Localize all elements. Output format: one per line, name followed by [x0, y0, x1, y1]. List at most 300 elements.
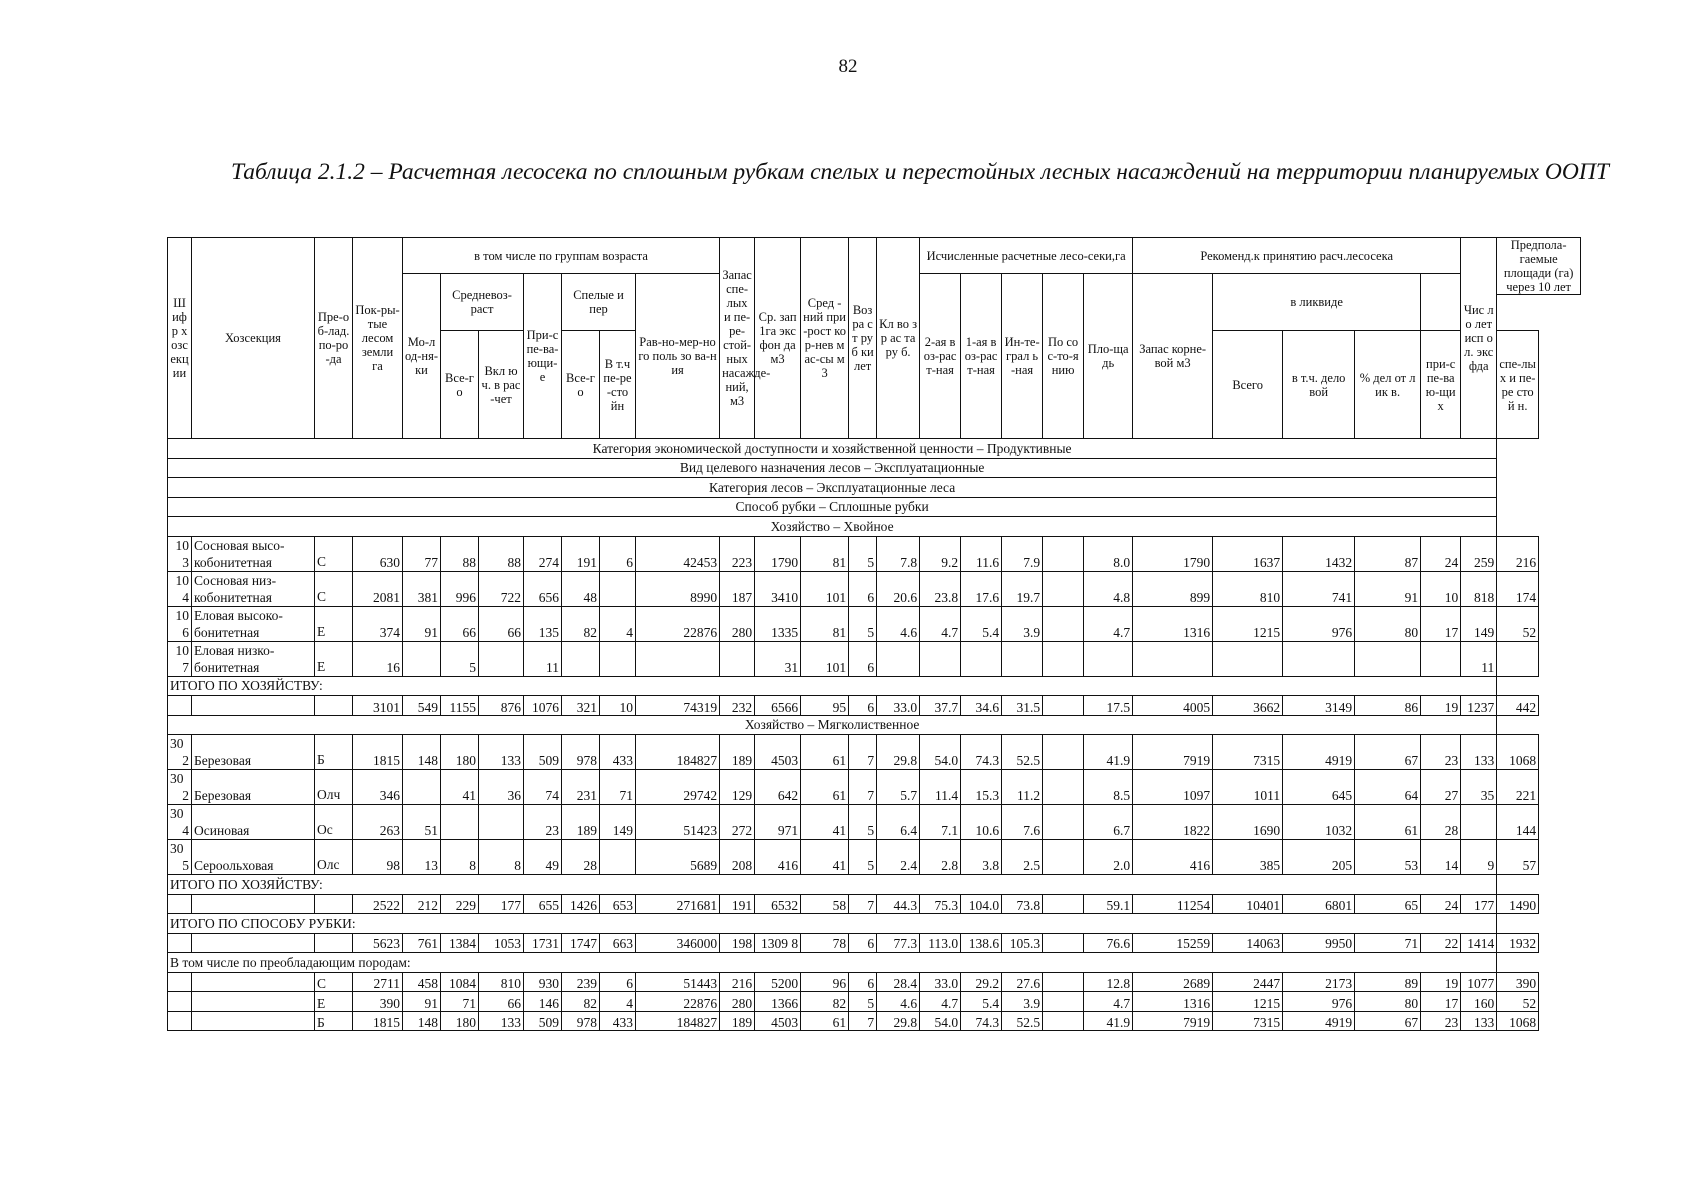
cell-value: 1790	[1133, 536, 1213, 571]
cell-value: 29.8	[877, 1011, 920, 1031]
cell-value: 24	[1421, 894, 1461, 914]
cell-value: 208	[720, 840, 755, 875]
header-c1: Рав-но-мер-ного поль зо ва-ния	[636, 274, 720, 439]
section-s5-text: Хозяйство – Хвойное	[168, 517, 1497, 537]
cell-value: 978	[562, 735, 600, 770]
cell-value: 1490	[1497, 894, 1539, 914]
cell-value: 19	[1421, 972, 1461, 992]
cell-value: 3101	[353, 696, 403, 716]
cell-shifr: 30 2	[168, 770, 192, 805]
cell-value: 81	[801, 536, 849, 571]
cell-value: 216	[720, 972, 755, 992]
cell-empty	[168, 696, 192, 716]
cell-value: 14063	[1213, 933, 1283, 953]
cell-value	[403, 641, 441, 676]
cell-value: 80	[1355, 992, 1421, 1012]
cell-value: 6	[600, 972, 636, 992]
cell-value: 3662	[1213, 696, 1283, 716]
table-caption: Таблица 2.1.2 – Расчетная лесосека по сплошным рубкам спелых и перестойных лесных насаждений на территории планируемых ООПТ	[231, 159, 1609, 185]
cell-value: 1316	[1133, 606, 1213, 641]
cell-value: 6801	[1283, 894, 1355, 914]
cell-value: 1366	[755, 992, 801, 1012]
cell-value: 8990	[636, 571, 720, 606]
cell-value: 129	[720, 770, 755, 805]
cell-value: 4.7	[1084, 606, 1133, 641]
cell-value: 133	[1461, 1011, 1497, 1031]
cell-value: 271681	[636, 894, 720, 914]
cell-value: 978	[562, 1011, 600, 1031]
cell-value: 91	[403, 992, 441, 1012]
cell-value: 54.0	[920, 1011, 961, 1031]
cell-value: 4919	[1283, 735, 1355, 770]
cell-value: 976	[1283, 606, 1355, 641]
cell-value: 1414	[1461, 933, 1497, 953]
cell-value: 3410	[755, 571, 801, 606]
cell-value: 321	[562, 696, 600, 716]
cell-value	[600, 840, 636, 875]
cell-hozsekcia: Березовая	[192, 735, 315, 770]
table-row	[168, 641, 1581, 676]
cell-value: 6	[849, 641, 877, 676]
cell-value: 64	[1355, 770, 1421, 805]
table-row	[168, 805, 1581, 840]
cell-value: 189	[720, 1011, 755, 1031]
cell-value: 663	[600, 933, 636, 953]
cell-value: 34.6	[961, 696, 1002, 716]
cell-value: 7	[849, 894, 877, 914]
cell-value: 5.7	[877, 770, 920, 805]
cell-value: 28	[1421, 805, 1461, 840]
cell-value: 5	[849, 536, 877, 571]
cell-value: 6566	[755, 696, 801, 716]
cell-value: 67	[1355, 735, 1421, 770]
cell-value: 509	[524, 1011, 562, 1031]
cell-value: 33.0	[920, 972, 961, 992]
cell-value: 22	[1421, 933, 1461, 953]
cell-value: 6532	[755, 894, 801, 914]
cell-value: 89	[1355, 972, 1421, 992]
cell-value: 433	[600, 735, 636, 770]
cell-value: 36	[479, 770, 524, 805]
cell-value: 223	[720, 536, 755, 571]
section-s1	[168, 439, 1581, 459]
cell-value: 280	[720, 992, 755, 1012]
cell-poroda: Б	[315, 1011, 353, 1031]
cell-value: 58	[801, 894, 849, 914]
cell-value: 10401	[1213, 894, 1283, 914]
cell-value: 9	[1461, 840, 1497, 875]
cell-hozsekcia: Сосновая низ- кобонитетная	[192, 571, 315, 606]
cell-value	[1421, 641, 1461, 676]
cell-value: 148	[403, 1011, 441, 1031]
cell-empty	[192, 972, 315, 992]
cell-value: 4503	[755, 1011, 801, 1031]
cell-value: 2.5	[1002, 840, 1043, 875]
cell-value	[1043, 933, 1084, 953]
cell-value: 1815	[353, 1011, 403, 1031]
cell-value: 458	[403, 972, 441, 992]
cell-value: 1316	[1133, 992, 1213, 1012]
cell-value: 4005	[1133, 696, 1213, 716]
section-s1-text: Категория экономической доступности и хозяйственной ценности – Продуктивные	[168, 439, 1497, 459]
cell-value: 177	[1461, 894, 1497, 914]
cell-value: 229	[441, 894, 479, 914]
cell-value: 19	[1421, 696, 1461, 716]
cell-empty	[168, 894, 192, 914]
cell-value: 187	[720, 571, 755, 606]
page-number: 82	[838, 56, 858, 77]
cell-value: 899	[1133, 571, 1213, 606]
cell-value	[1043, 696, 1084, 716]
cell-value: 77.3	[877, 933, 920, 953]
cell-value: 263	[353, 805, 403, 840]
cell-value	[877, 641, 920, 676]
table-row	[168, 840, 1581, 875]
cell-hozsekcia: Сероольховая	[192, 840, 315, 875]
cell-value: 1155	[441, 696, 479, 716]
header-r-area: Пло-щадь	[1084, 274, 1133, 439]
cell-value: 98	[353, 840, 403, 875]
header-c2: 2-ая воз-раст-ная	[920, 274, 961, 439]
cell-shifr: 10 3	[168, 536, 192, 571]
cell-value: 7919	[1133, 735, 1213, 770]
cell-value: 87	[1355, 536, 1421, 571]
cell-value: 971	[755, 805, 801, 840]
cell-value	[961, 641, 1002, 676]
cell-value: 239	[562, 972, 600, 992]
cell-value: 71	[1355, 933, 1421, 953]
cell-value: 1690	[1213, 805, 1283, 840]
cell-value: 71	[600, 770, 636, 805]
cell-value: 49	[524, 840, 562, 875]
section-s4-text: Способ рубки – Сплошные рубки	[168, 497, 1497, 517]
cell-value: 346	[353, 770, 403, 805]
cell-poroda: Е	[315, 992, 353, 1012]
cell-value	[479, 805, 524, 840]
header-poroda: Пре-об-лад. по-ро-да	[315, 238, 353, 439]
cell-value: 5.4	[961, 606, 1002, 641]
cell-value	[1355, 641, 1421, 676]
cell-value: 82	[562, 992, 600, 1012]
cell-empty	[192, 933, 315, 953]
cell-value: 20.6	[877, 571, 920, 606]
cell-poroda: Е	[315, 606, 353, 641]
cell-value: 1790	[755, 536, 801, 571]
header-middle-all: Все-го	[441, 331, 479, 439]
cell-value: 17	[1421, 992, 1461, 1012]
cell-value: 642	[755, 770, 801, 805]
cell-value: 374	[353, 606, 403, 641]
section-s3-text: Категория лесов – Эксплуатационные леса	[168, 478, 1497, 498]
species-row	[168, 1011, 1581, 1031]
cell-value: 1053	[479, 933, 524, 953]
cell-poroda: С	[315, 972, 353, 992]
cell-value: 722	[479, 571, 524, 606]
header-area: Пок-ры-тые лесом земли га	[353, 238, 403, 439]
cell-value: 177	[479, 894, 524, 914]
cell-value: 381	[403, 571, 441, 606]
cell-value: 146	[524, 992, 562, 1012]
cell-hozsekcia: Сосновая высо- кобонитетная	[192, 536, 315, 571]
cell-value: 6	[849, 571, 877, 606]
cell-value: 17	[1421, 606, 1461, 641]
cell-value: 996	[441, 571, 479, 606]
cell-value: 41.9	[1084, 1011, 1133, 1031]
cell-empty	[315, 894, 353, 914]
cell-value: 180	[441, 735, 479, 770]
cell-value: 41	[801, 840, 849, 875]
cell-value: 96	[801, 972, 849, 992]
cell-value: 66	[441, 606, 479, 641]
cell-value: 74.3	[961, 735, 1002, 770]
cell-value	[1461, 805, 1497, 840]
cell-value	[1497, 641, 1539, 676]
header-young: Мо-лод-ня-ки	[403, 274, 441, 439]
cell-value: 16	[353, 641, 403, 676]
cell-value	[562, 641, 600, 676]
cell-value: 2.0	[1084, 840, 1133, 875]
total-soft-label-text: ИТОГО ПО ХОЗЯЙСТВУ:	[168, 875, 1497, 895]
cell-value: 4.7	[920, 606, 961, 641]
cell-shifr: 10 4	[168, 571, 192, 606]
cell-value: 189	[562, 805, 600, 840]
cell-hozsekcia: Еловая высоко- бонитетная	[192, 606, 315, 641]
cell-empty	[168, 972, 192, 992]
header-avg-growth: Сред - ний при-рост кор-нев мас-сы м3	[801, 238, 849, 439]
cell-value: 976	[1283, 992, 1355, 1012]
header-hozsekcia: Хозсекция	[192, 238, 315, 439]
cell-value: 2081	[353, 571, 403, 606]
cell-value: 95	[801, 696, 849, 716]
cell-value	[1043, 805, 1084, 840]
cell-poroda: Б	[315, 735, 353, 770]
header-recommended: Рекоменд.к принятию расч.лесосека	[1133, 238, 1461, 274]
header-c4: Ин-те-грал ь-ная	[1002, 274, 1043, 439]
total-conif-label	[168, 676, 1581, 696]
cell-value: 416	[755, 840, 801, 875]
cell-value: 5.4	[961, 992, 1002, 1012]
section-s5	[168, 517, 1581, 537]
cell-value: 28.4	[877, 972, 920, 992]
cell-value: 5	[849, 840, 877, 875]
cell-value: 77	[403, 536, 441, 571]
header-avg-stock: Ср. зап 1га экс фон да м3	[755, 238, 801, 439]
section-s2-text: Вид целевого назначения лесов – Эксплуатационные	[168, 458, 1497, 478]
cell-value: 10	[600, 696, 636, 716]
cell-value: 180	[441, 1011, 479, 1031]
cell-value: 1077	[1461, 972, 1497, 992]
cell-value: 31.5	[1002, 696, 1043, 716]
cell-value: 385	[1213, 840, 1283, 875]
cell-value: 59.1	[1084, 894, 1133, 914]
cell-value: 19.7	[1002, 571, 1043, 606]
cell-value: 82	[562, 606, 600, 641]
cell-value: 73.8	[1002, 894, 1043, 914]
cell-value	[1283, 641, 1355, 676]
cell-value: 7.6	[1002, 805, 1043, 840]
cell-value: 930	[524, 972, 562, 992]
cell-value: 741	[1283, 571, 1355, 606]
forest-cut-table	[167, 237, 1581, 1031]
cell-value	[1043, 840, 1084, 875]
total-row	[168, 933, 1581, 953]
cell-value: 10	[1421, 571, 1461, 606]
cell-value: 2.4	[877, 840, 920, 875]
cell-value: 17.6	[961, 571, 1002, 606]
cell-poroda: Олч	[315, 770, 353, 805]
cell-value	[1213, 641, 1283, 676]
cell-value	[1084, 641, 1133, 676]
cell-value: 4.6	[877, 606, 920, 641]
cell-value: 1084	[441, 972, 479, 992]
cell-value: 23	[1421, 1011, 1461, 1031]
cell-value	[1043, 735, 1084, 770]
cell-value: 53	[1355, 840, 1421, 875]
cell-value: 23	[524, 805, 562, 840]
cell-hozsekcia: Осиновая	[192, 805, 315, 840]
by-species-label	[168, 953, 1581, 973]
cell-empty	[315, 696, 353, 716]
cell-value: 6.7	[1084, 805, 1133, 840]
cell-poroda: С	[315, 536, 353, 571]
section-s2	[168, 458, 1581, 478]
cell-value: 1432	[1283, 536, 1355, 571]
cell-value: 138.6	[961, 933, 1002, 953]
total-method-label	[168, 914, 1581, 934]
cell-value: 78	[801, 933, 849, 953]
cell-value: 5	[849, 992, 877, 1012]
cell-value: 390	[353, 992, 403, 1012]
cell-value: 74319	[636, 696, 720, 716]
cell-value	[1043, 992, 1084, 1012]
cell-value	[600, 571, 636, 606]
cell-value: 6	[600, 536, 636, 571]
cell-value: 7.1	[920, 805, 961, 840]
header-stock: Запас спе-лых и пе-ре- стой-ных насажде-ний, м3	[720, 238, 755, 439]
header-age-groups: в том числе по группам возраста	[403, 238, 720, 274]
cell-value: 346000	[636, 933, 720, 953]
header-r-all: Всего	[1213, 331, 1283, 439]
cell-value: 41	[441, 770, 479, 805]
cell-value: 149	[600, 805, 636, 840]
cell-value: 4.8	[1084, 571, 1133, 606]
total-soft-label	[168, 875, 1581, 895]
cell-value: 5200	[755, 972, 801, 992]
cell-value: 31	[755, 641, 801, 676]
cell-value: 11.6	[961, 536, 1002, 571]
cell-value: 3.9	[1002, 992, 1043, 1012]
header-r-stock: Запас корне-вой м3	[1133, 274, 1213, 439]
cell-value: 4	[600, 992, 636, 1012]
cell-value: 27.6	[1002, 972, 1043, 992]
header-middle: Средневоз-раст	[441, 274, 524, 331]
cell-value: 818	[1461, 571, 1497, 606]
cell-value: 1011	[1213, 770, 1283, 805]
cell-value: 761	[403, 933, 441, 953]
cell-value: 51	[403, 805, 441, 840]
cell-value: 1076	[524, 696, 562, 716]
cell-value: 6.4	[877, 805, 920, 840]
cell-value: 13	[403, 840, 441, 875]
cell-value: 35	[1461, 770, 1497, 805]
cell-value: 433	[600, 1011, 636, 1031]
cell-value: 11254	[1133, 894, 1213, 914]
cell-value: 91	[1355, 571, 1421, 606]
cell-value: 6	[849, 933, 877, 953]
header-c3: 1-ая воз-раст-ная	[961, 274, 1002, 439]
cell-value: 80	[1355, 606, 1421, 641]
cell-empty	[192, 992, 315, 1012]
cell-value: 4.6	[877, 992, 920, 1012]
cell-value: 5689	[636, 840, 720, 875]
cell-value	[1043, 1011, 1084, 1031]
cell-value: 52.5	[1002, 735, 1043, 770]
header-shifr: Шифр хозсекции	[168, 238, 192, 439]
cell-value: 231	[562, 770, 600, 805]
table-row	[168, 571, 1581, 606]
cell-value: 74.3	[961, 1011, 1002, 1031]
cell-value: 655	[524, 894, 562, 914]
cell-empty	[192, 894, 315, 914]
cell-value: 133	[479, 735, 524, 770]
table-row	[168, 735, 1581, 770]
cell-value: 189	[720, 735, 755, 770]
cell-value: 67	[1355, 1011, 1421, 1031]
header-ripe-incl: В т.ч пе-ре-сто йн	[600, 331, 636, 439]
cell-value: 630	[353, 536, 403, 571]
cell-value: 259	[1461, 536, 1497, 571]
cell-value: 274	[524, 536, 562, 571]
cell-value: 29.2	[961, 972, 1002, 992]
cell-value: 8	[479, 840, 524, 875]
cell-value: 5	[849, 606, 877, 641]
cell-value	[1043, 972, 1084, 992]
cell-value: 216	[1497, 536, 1539, 571]
header-pripev: При-спе-ва-ющи-е	[524, 274, 562, 439]
header-in-liquid: в ликвиде	[1213, 274, 1421, 331]
header-f1: при-спе-ваю-щих	[1421, 331, 1461, 439]
cell-value: 48	[562, 571, 600, 606]
cell-value: 29.8	[877, 735, 920, 770]
cell-value: 4919	[1283, 1011, 1355, 1031]
cell-value: 221	[1497, 770, 1539, 805]
cell-value: 280	[720, 606, 755, 641]
header-age: Воз ра ст руб ки лет	[849, 238, 877, 439]
cell-value: 27	[1421, 770, 1461, 805]
cell-value: 7.9	[1002, 536, 1043, 571]
cell-value: 133	[1461, 735, 1497, 770]
cell-value: 1815	[353, 735, 403, 770]
cell-value	[636, 641, 720, 676]
cell-value: 41	[801, 805, 849, 840]
cell-value: 6	[849, 972, 877, 992]
cell-value: 232	[720, 696, 755, 716]
cell-value: 12.8	[1084, 972, 1133, 992]
cell-value: 133	[479, 1011, 524, 1031]
cell-value: 105.3	[1002, 933, 1043, 953]
cell-value: 198	[720, 933, 755, 953]
cell-value: 272	[720, 805, 755, 840]
cell-value: 37.7	[920, 696, 961, 716]
cell-poroda: Е	[315, 641, 353, 676]
cell-value: 1822	[1133, 805, 1213, 840]
cell-hozsekcia: Еловая низко- бонитетная	[192, 641, 315, 676]
cell-empty	[168, 992, 192, 1012]
cell-value: 4.7	[920, 992, 961, 1012]
cell-value: 44.3	[877, 894, 920, 914]
cell-value: 7.8	[877, 536, 920, 571]
cell-value: 66	[479, 992, 524, 1012]
